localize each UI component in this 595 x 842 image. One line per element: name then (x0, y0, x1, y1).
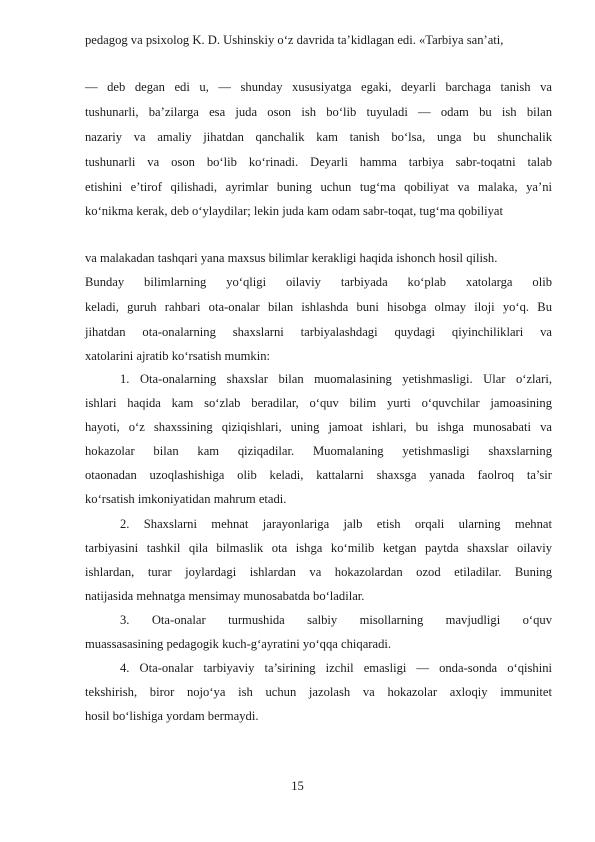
text-line: otaonadan uzoqlashishiga olib keladi, kattalarni shaxsga yanada faolroq ta’sir (85, 468, 552, 482)
text-line: tushunarli, ba’zilarga esa juda oson ish bo‘lib tuyuladi — odam bu ish bilan (85, 105, 552, 119)
text-line: tarbiyasini tashkil qila bilmaslik ota ishga ko‘milib ketgan paytda shaxslar oilaviy (85, 541, 552, 555)
text-line: keladi, guruh rahbari ota-onalar bilan ishlashda buni hisobga olmay iloji yo‘q. Bu (85, 300, 552, 314)
list-item-1-first-line: 1. Ota-onalarning shaxslar bilan muomalasining yetishmasligi. Ular o‘zlari, (120, 372, 552, 386)
text-line: — deb degan edi u, — shunday xususiyatga egaki, deyarli barchaga tanish va (85, 80, 552, 94)
text-line: ko‘rsatish imkoniyatidan mahrum etadi. (85, 492, 287, 506)
page-number: 15 (291, 779, 304, 793)
text-line: ishlari haqida kam so‘zlab beradilar, o‘quv bilim yurti o‘quvchilar jamoasining (85, 396, 552, 410)
text-line: etishini e’tirof qilishadi, ayrimlar buning uchun tug‘ma qobiliyat va malaka, ya’ni (85, 180, 552, 194)
text-line: hayoti, o‘z shaxssining qiziqishlari, uning jamoat ishlari, bu ishga munosabati va (85, 420, 552, 434)
text-line: xatolarini ajratib ko‘rsatish mumkin: (85, 349, 271, 363)
text-line: hokazolar bilan kam qiziqadilar. Muomalaning yetishmasligi shaxslarning (85, 444, 552, 458)
list-item-4-first-line: 4. Ota-onalar tarbiyaviy ta’sirining izchil emasligi — onda-sonda o‘qishini (120, 661, 552, 675)
text-line: ishlardan, turar joylardagi ishlardan va hokazolardan ozod etiladilar. Buning (85, 565, 552, 579)
text-line: jihatdan ota-onalarning shaxslarni tarbiyalashdagi quydagi qiyinchiliklari va (85, 325, 552, 339)
text-line: ko‘nikma kerak, deb o‘ylaydilar; lekin juda kam odam sabr-toqat, tug‘ma qobiliyat (85, 204, 504, 218)
list-item-2-first-line: 2. Shaxslarni mehnat jarayonlariga jalb etish orqali ularning mehnat (120, 517, 552, 531)
text-line: nazariy va amaliy jihatdan qanchalik kam tanish bo‘lsa, unga bu shunchalik (85, 130, 552, 144)
text-line: muassasasining pedagogik kuch-g‘ayratini yo‘qqa chiqaradi. (85, 637, 392, 651)
text-line: va malakadan tashqari yana maxsus bilimlar kerakligi haqida ishonch hosil qilish. (85, 251, 498, 265)
text-line: natijasida mehnatga mensimay munosabatda bo‘ladilar. (85, 589, 365, 603)
text-line: tekshirish, biror nojo‘ya ish uchun jazolash va hokazolar axloqiy immunitet (85, 685, 552, 699)
text-line: hosil bo‘lishiga yordam bermaydi. (85, 709, 259, 723)
text-line: tushunarli va oson bo‘lib ko‘rinadi. Deyarli hamma tarbiya sabr-toqatni talab (85, 155, 552, 169)
text-line: pedagog va psixolog K. D. Ushinskiy o‘z davrida ta’kidlagan edi. «Tarbiya san’ati, (85, 33, 504, 47)
list-item-3-first-line: 3. Ota-onalar turmushida salbiy misollarning mavjudligi o‘quv (120, 613, 552, 627)
text-line: Bunday bilimlarning yo‘qligi oilaviy tarbiyada ko‘plab xatolarga olib (85, 275, 552, 289)
